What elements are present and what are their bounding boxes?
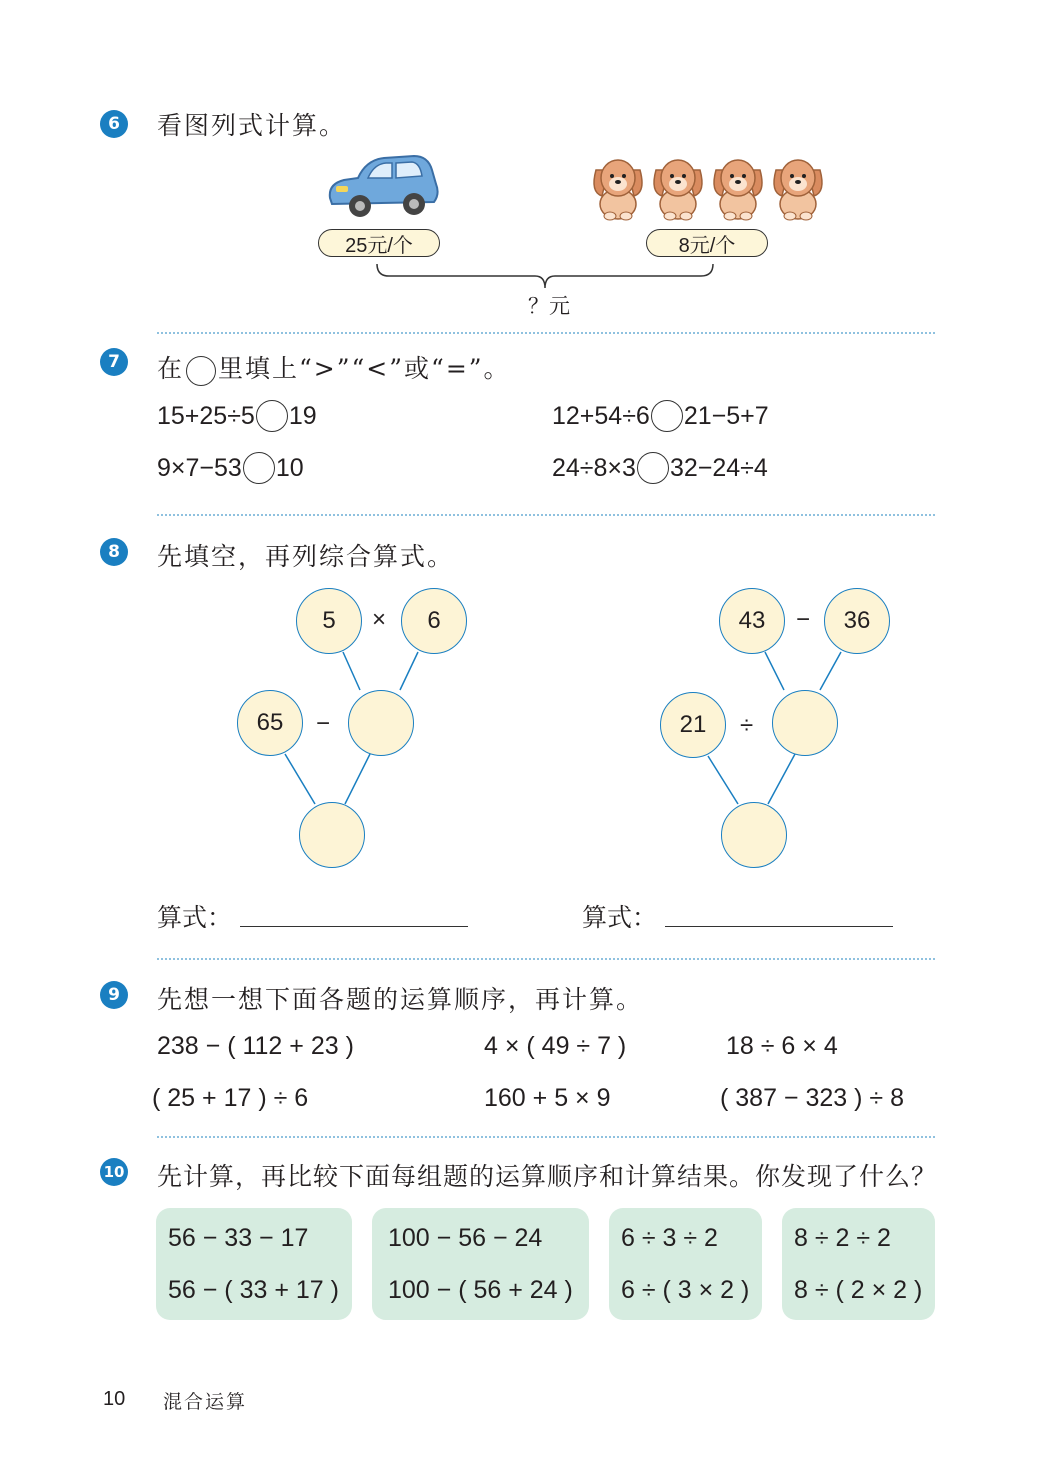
group-line-2: 6 ÷ ( 3 × 2 ) [621, 1276, 750, 1304]
group-line-1: 56 − 33 − 17 [168, 1224, 309, 1252]
question-8-title: 先填空，再列综合算式。 [157, 542, 455, 571]
tree2-node-a: 43 [719, 588, 785, 654]
question-10-title: 先计算，再比较下面每组题的运算顺序和计算结果。你发现了什么？ [157, 1162, 938, 1191]
calc-item-5: 160 + 5 × 9 [484, 1084, 611, 1112]
group-line-1: 6 ÷ 3 ÷ 2 [621, 1224, 718, 1252]
calc-item-6: ( 387 − 323 ) ÷ 8 [720, 1084, 904, 1112]
tree2-op2: ÷ [740, 712, 754, 739]
tree1-op2: − [316, 710, 331, 737]
group-line-2: 8 ÷ ( 2 × 2 ) [794, 1276, 923, 1304]
tree2-result-node[interactable] [721, 802, 787, 868]
divider [157, 1136, 935, 1138]
compare-right: 19 [288, 401, 317, 430]
question-7-title-b: 里填上“>”“<”或“=”。 [218, 354, 511, 383]
tree2-node-b: 36 [824, 588, 890, 654]
calc-item-4: ( 25 + 17 ) ÷ 6 [152, 1084, 309, 1112]
tree2-node-c: 21 [660, 692, 726, 758]
group-line-1: 8 ÷ 2 ÷ 2 [794, 1224, 891, 1252]
compare-right: 21−5+7 [683, 401, 769, 430]
calc-item-1: 238 − ( 112 + 23 ) [157, 1032, 354, 1060]
question-7-title-a: 在 [157, 354, 185, 383]
formula-answer-line-1[interactable] [240, 926, 468, 927]
calc-item-3: 18 ÷ 6 × 4 [726, 1032, 838, 1060]
compare-right: 10 [275, 453, 304, 482]
calc-item-2: 4 × ( 49 ÷ 7 ) [484, 1032, 627, 1060]
tree1-op1: × [372, 606, 387, 633]
formula-label-1: 算式： [157, 903, 233, 932]
question-number-7: 7 [100, 348, 128, 376]
tree1-node-c: 65 [237, 690, 303, 756]
dog-price-tag: 8元/个 [646, 229, 768, 257]
question-number-9: 9 [100, 981, 128, 1009]
tree1-blank-node[interactable] [348, 690, 414, 756]
compare-left: 24÷8×3 [552, 453, 636, 482]
car-price-tag: 25元/个 [318, 229, 440, 257]
compare-left: 12+54÷6 [552, 401, 650, 430]
total-question: ？元 [528, 294, 570, 318]
compare-group-2 [372, 1208, 589, 1320]
tree1-node-a: 5 [296, 588, 362, 654]
compare-left: 15+25÷5 [157, 401, 255, 430]
group-line-2: 100 − ( 56 + 24 ) [388, 1276, 573, 1304]
tree2-op1: − [796, 606, 811, 633]
compare-group-4 [782, 1208, 935, 1320]
page-number: 10 [103, 1388, 126, 1410]
tree1-result-node[interactable] [299, 802, 365, 868]
question-9-title: 先想一想下面各题的运算顺序，再计算。 [157, 985, 644, 1014]
compare-right: 32−24÷4 [669, 453, 768, 482]
question-number-6: 6 [100, 110, 128, 138]
tree1-node-b: 6 [401, 588, 467, 654]
chapter-title: 混合运算 [163, 1391, 248, 1413]
group-line-2: 56 − ( 33 + 17 ) [168, 1276, 339, 1304]
compare-left: 9×7−53 [157, 453, 242, 482]
divider [157, 958, 935, 960]
compare-group-1 [156, 1208, 352, 1320]
compare-group-3 [609, 1208, 762, 1320]
question-number-8: 8 [100, 538, 128, 566]
formula-label-2: 算式： [582, 903, 658, 932]
tree2-blank-node[interactable] [772, 690, 838, 756]
question-number-10: 10 [100, 1158, 128, 1186]
formula-answer-line-2[interactable] [665, 926, 893, 927]
question-6-title: 看图列式计算。 [157, 111, 347, 140]
group-line-1: 100 − 56 − 24 [388, 1224, 543, 1252]
